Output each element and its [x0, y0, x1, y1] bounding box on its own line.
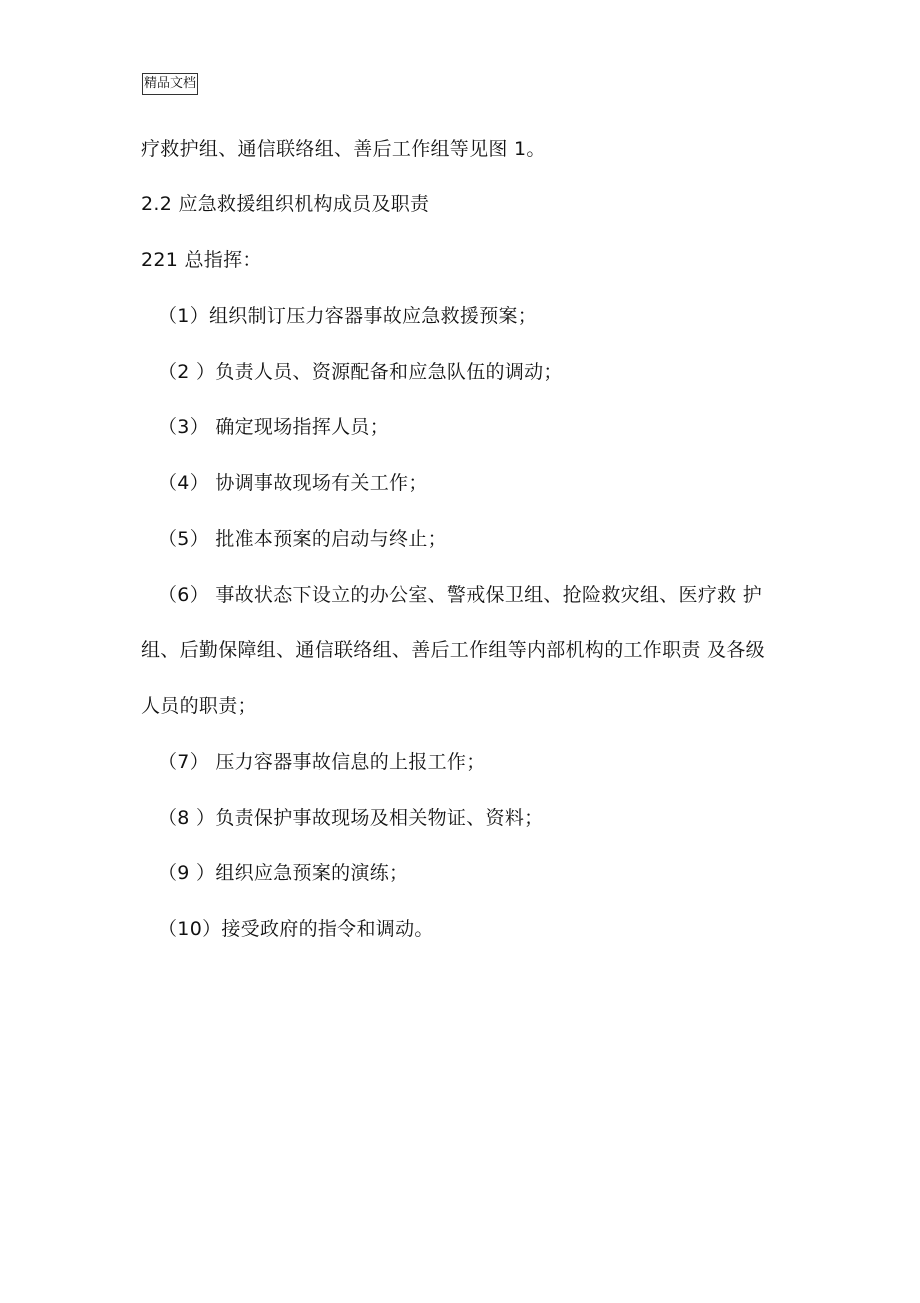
- list-item: （4） 协调事故现场有关工作；: [158, 472, 428, 494]
- list-item: （9 ）组织应急预案的演练；: [158, 862, 409, 884]
- list-item: （1）组织制订压力容器事故应急救援预案；: [158, 305, 538, 327]
- section-heading: 2.2 应急救援组织机构成员及职责: [141, 193, 430, 215]
- list-item-continuation: 人员的职责；: [141, 695, 257, 717]
- list-item: （10）接受政府的指令和调动。: [158, 918, 434, 940]
- list-item: （5） 批准本预案的启动与终止；: [158, 528, 447, 550]
- paragraph-line: 疗救护组、通信联络组、善后工作组等见图 1。: [141, 138, 546, 160]
- list-item-continuation: 组、后勤保障组、通信联络组、善后工作组等内部机构的工作职责 及各级: [141, 639, 765, 661]
- list-item: （3） 确定现场指挥人员；: [158, 416, 390, 438]
- list-item: （6） 事故状态下设立的办公室、警戒保卫组、抢险救灾组、医疗救 护: [158, 584, 763, 606]
- list-item: （2 ）负责人员、资源配备和应急队伍的调动；: [158, 361, 563, 383]
- subsection-heading: 221 总指挥：: [141, 249, 262, 271]
- list-item: （8 ）负责保护事故现场及相关物证、资料；: [158, 807, 544, 829]
- document-header-tag: 精品文档: [142, 73, 198, 95]
- list-item: （7） 压力容器事故信息的上报工作；: [158, 751, 486, 773]
